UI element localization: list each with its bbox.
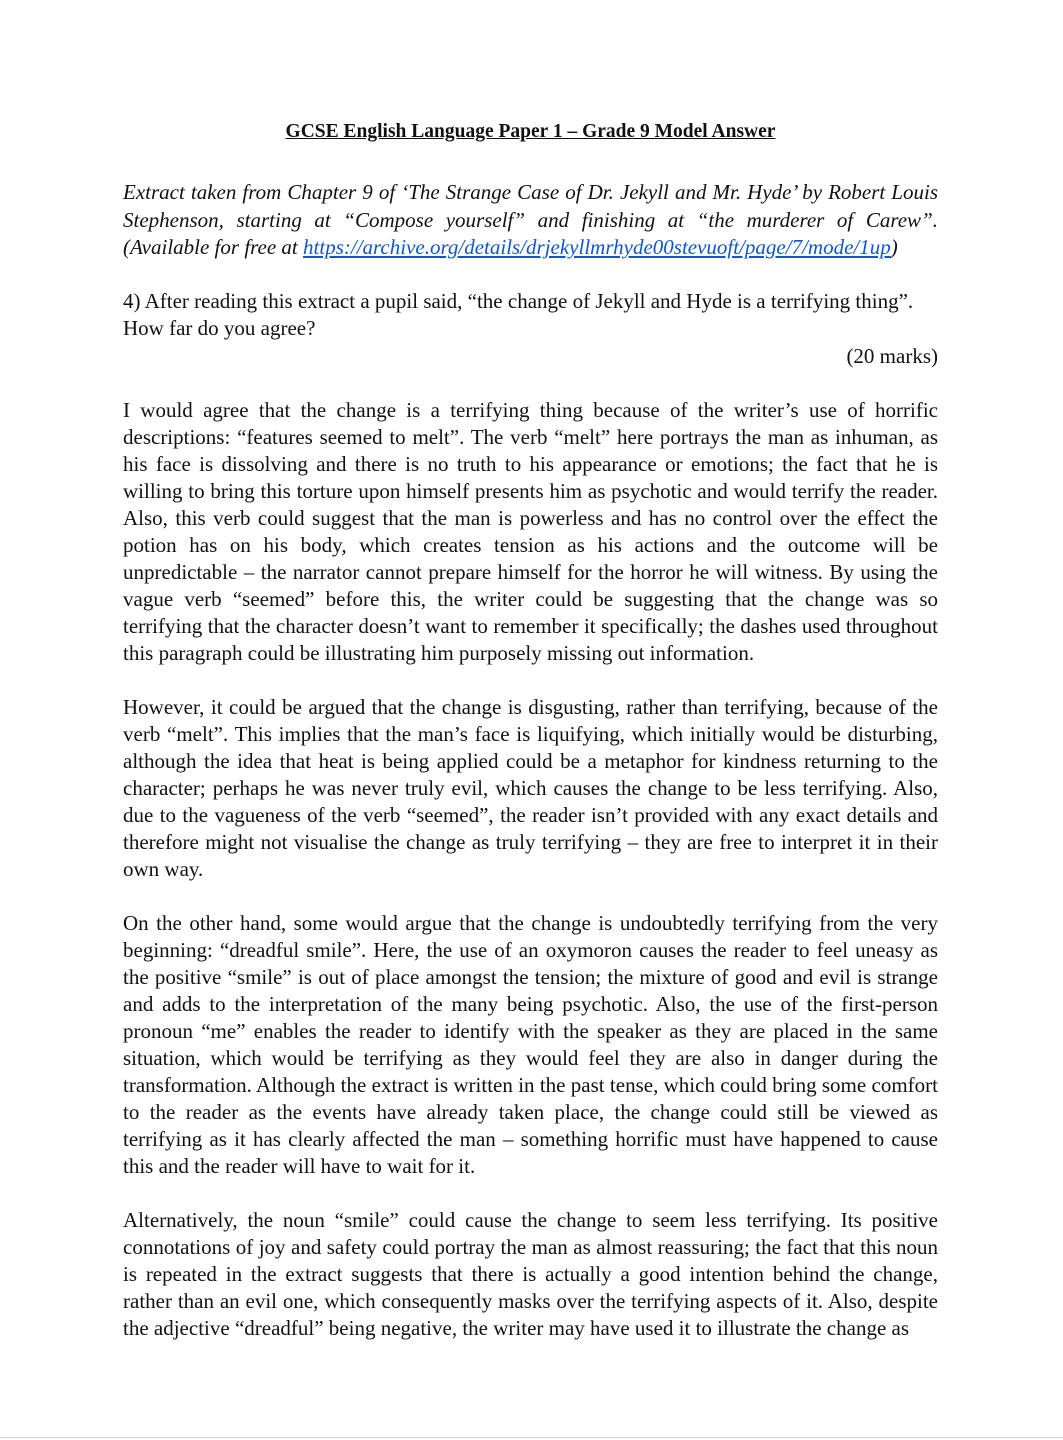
answer-paragraph-4: Alternatively, the noun “smile” could cause the change to seem less terrifying. Its positive connotations of joy and safety could portray the man as almost reassuring; the fact that this noun is repeated in the extract suggests that there is actually a good intention behind the change, rather than an evil one, which consequently masks over the terrifying aspects of it. Also, despite the adjective “dreadful” being negative, the writer may have used it to illustrate the change as — [123, 1207, 938, 1340]
intro-text: Extract taken from Chapter 9 of ‘The Strange Case of Dr. Jekyll and Mr. Hyde’ by Robert Louis Stephenson, starting at “Compose yourself” and finishing at “the murderer of Carew”. (Available for free at — [123, 180, 938, 260]
answer-paragraph-2: However, it could be argued that the change is disgusting, rather than terrifying, because of the verb “melt”. This implies that the man’s face is liquifying, which initially would be disturbing, although the idea that heat is being applied could be a metaphor for kindness returning to the character; perhaps he was never truly evil, which causes the change to be less terrifying. Also, due to the vagueness of the verb “seemed”, the reader isn’t provided with any exact details and therefore might not visualise the change as truly terrifying – they are free to interpret it in their own way. — [123, 694, 938, 881]
archive-link[interactable]: https://archive.org/details/drjekyllmrhyde00stevuoft/page/7/mode/1up — [303, 235, 891, 260]
document-body — [123, 118, 938, 1369]
page-bottom-edge — [0, 1437, 1063, 1438]
extract-intro — [123, 179, 938, 262]
answer-paragraph-1: I would agree that the change is a terrifying thing because of the writer’s use of horrific descriptions: “features seemed to melt”. The verb “melt” here portrays the man as inhuman, as his face is dissolving and there is no truth to his appearance or emotions; the fact that he is willing to bring this torture upon himself presents him as psychotic and would terrify the reader. Also, this verb could suggest that the man is powerless and has no control over the effect the potion has on his body, which creates tension as his actions and the outcome will be unpredictable – the narrator cannot prepare himself for the horror he will witness. By using the vague verb “seemed” before this, the writer could be suggesting that the change was so terrifying that the character doesn’t want to remember it specifically; the dashes used throughout this paragraph could be illustrating him purposely missing out information. — [123, 397, 938, 665]
question-marks: (20 marks) — [846, 343, 938, 368]
answer-paragraph-3: On the other hand, some would argue that the change is undoubtedly terrifying from the very beginning: “dreadful smile”. Here, the use of an oxymoron causes the reader to feel uneasy as the positive “smile” is out of place amongst the tension; the mixture of good and evil is strange and adds to the interpretation of the many being psychotic. Also, the use of the first-person pronoun “me” enables the reader to identify with the speaker as they are placed in the same situation, which would be terrifying as they would feel they are also in danger during the transformation. Although the extract is written in the past tense, which could bring some comfort to the reader as the events have already taken place, the change could still be viewed as terrifying as it has clearly affected the man – something horrific must have happened to cause this and the reader will have to wait for it. — [123, 910, 938, 1178]
question-text: 4) After reading this extract a pupil said, “the change of Jekyll and Hyde is a terrifying thing”. How far do you agree? — [123, 288, 914, 341]
page-title: GCSE English Language Paper 1 – Grade 9 Model Answer — [285, 121, 776, 142]
intro-closing: ) — [890, 235, 898, 260]
